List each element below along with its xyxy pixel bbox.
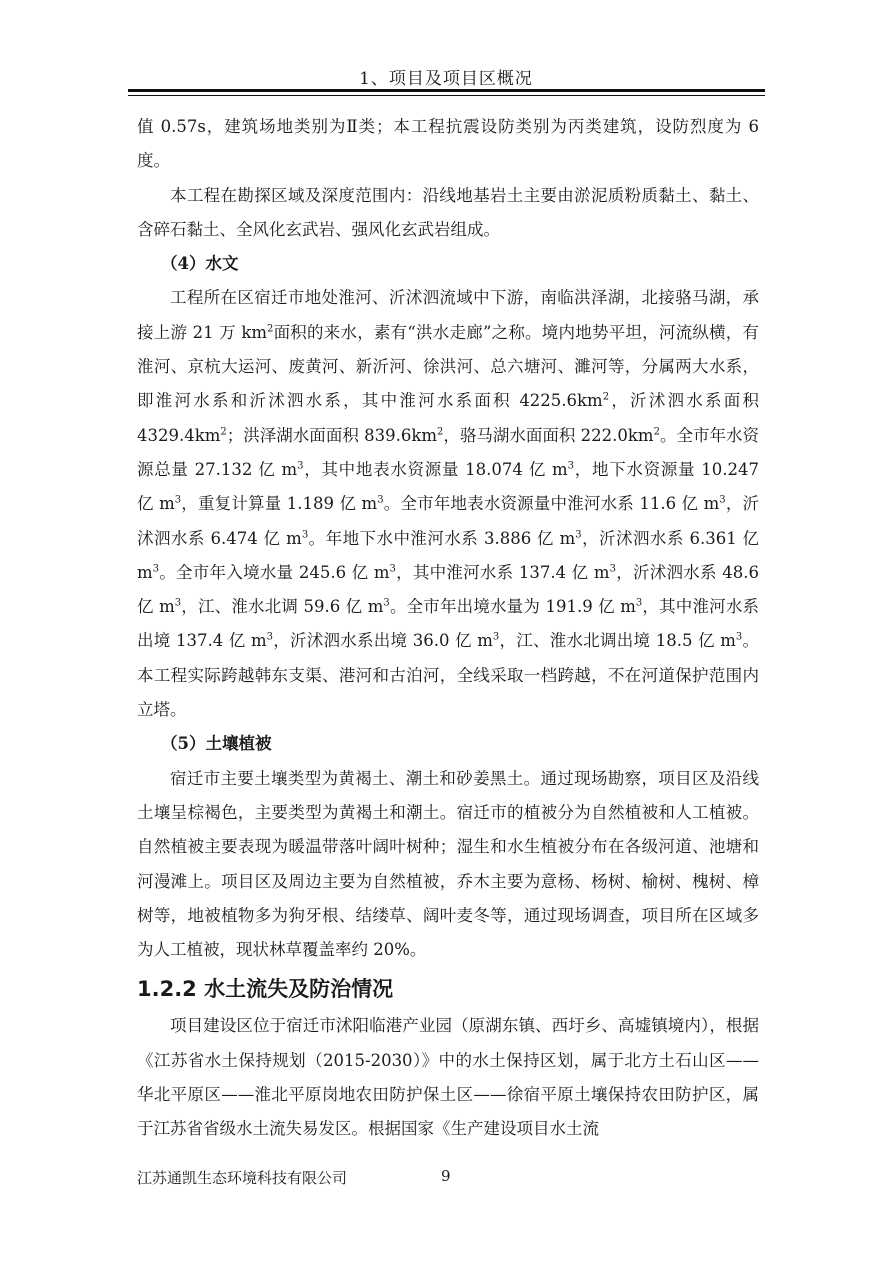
footer-company: 江苏通凯生态环境科技有限公司 [137,1169,348,1187]
document-body [137,110,759,1147]
running-header: 1、项目及项目区概况 [359,69,533,89]
paragraph-erosion-zoning: 项目建设区位于宿迁市沭阳临港产业园（原湖东镇、西圩乡、高墟镇境内），根据《江苏省水土保持规划（2015-2030）》中的水土保持区划，属于北方土石山区——华北平原区——淮北平原岗地农田防护保土区——徐宿平原土壤保持农田防护区，属于江苏省省级水土流失易发区。根据国家《生产建设项目水土流 [137,1016,759,1139]
header-rule-thick [128,89,765,92]
subheading-hydrology: （4）水文 [161,254,239,274]
paragraph-hydrology: 工程所在区宿迁市地处淮河、沂沭泗流域中下游，南临洪泽湖，北接骆马湖，承接上游 21 万 $km^2$面积的来水，素有“洪水走廊”之称。境内地势平坦，河流纵横，有淮河、京杭大运河、废黄河、新沂河、徐洪河、总六塘河、濉河等，分属两大水系，即淮河水系和沂沭泗水系，其中淮河水系面积 $4225.6km^2$，沂沭泗水系面积 $4329.4km^2$；洪泽湖水面面积 $839.6km^2$，骆马湖水面面积 $222.0km^2$。全市年水资源总量 27.132 亿 $m^3$，其中地表水资源量 18.074 亿 $m^3$，地下水资源量 10.247 亿 $m^3$，重复计算量 1.189 亿 $m^3$。全市年地表水资源量中淮河水系 11.6 亿 $m^3$，沂沭泗水系 6.474 亿 $m^3$。年地下水中淮河水系 3.886 亿 $m^3$，沂沭泗水系 6.361 亿 $m^3$。全市年入境水量 245.6 亿 $m^3$，其中淮河水系 137.4 亿 $m^3$，沂沭泗水系 48.6 亿 $m^3$，江、淮水北调 59.6 亿 $m^3$。全市年出境水量为 191.9 亿 $m^3$，其中淮河水系出境 137.4 亿 $m^3$，沂沭泗水系出境 36.0 亿 $m^3$，江、淮水北调出境 18.5 亿 $m^3$。本工程实际跨越韩东支渠、港河和古泊河，全线采取一档跨越，不在河道保护范围内立塔。 [137,288,760,720]
header-rule-thin [128,95,765,96]
paragraph-geology: 本工程在勘探区域及深度范围内：沿线地基岩土主要由淤泥质粉质黏土、黏土、含碎石黏土、全风化玄武岩、强风化玄武岩组成。 [137,185,759,239]
section-heading-1-2-2: 1.2.2 水土流失及防治情况 [137,977,394,1002]
paragraph-soil-vegetation: 宿迁市主要土壤类型为黄褐土、潮土和砂姜黑土。通过现场勘察，项目区及沿线土壤呈棕褐色，主要类型为黄褐土和潮土。宿迁市的植被分为自然植被和人工植被。自然植被主要表现为暖温带落叶阔叶树种；湿生和水生植被分布在各级河道、池塘和河漫滩上。项目区及周边主要为自然植被，乔木主要为意杨、杨树、榆树、槐树、樟树等，地被植物多为狗牙根、结缕草、阔叶麦冬等，通过现场调查，项目所在区域多为人工植被，现状林草覆盖率约 20%。 [137,768,759,960]
page-number: 9 [441,1167,451,1185]
paragraph-seismic: 值 0.57s，建筑场地类别为Ⅱ类；本工程抗震设防类别为丙类建筑，设防烈度为 6 度。 [137,117,759,171]
subheading-soil-vegetation: （5）土壤植被 [161,734,272,754]
